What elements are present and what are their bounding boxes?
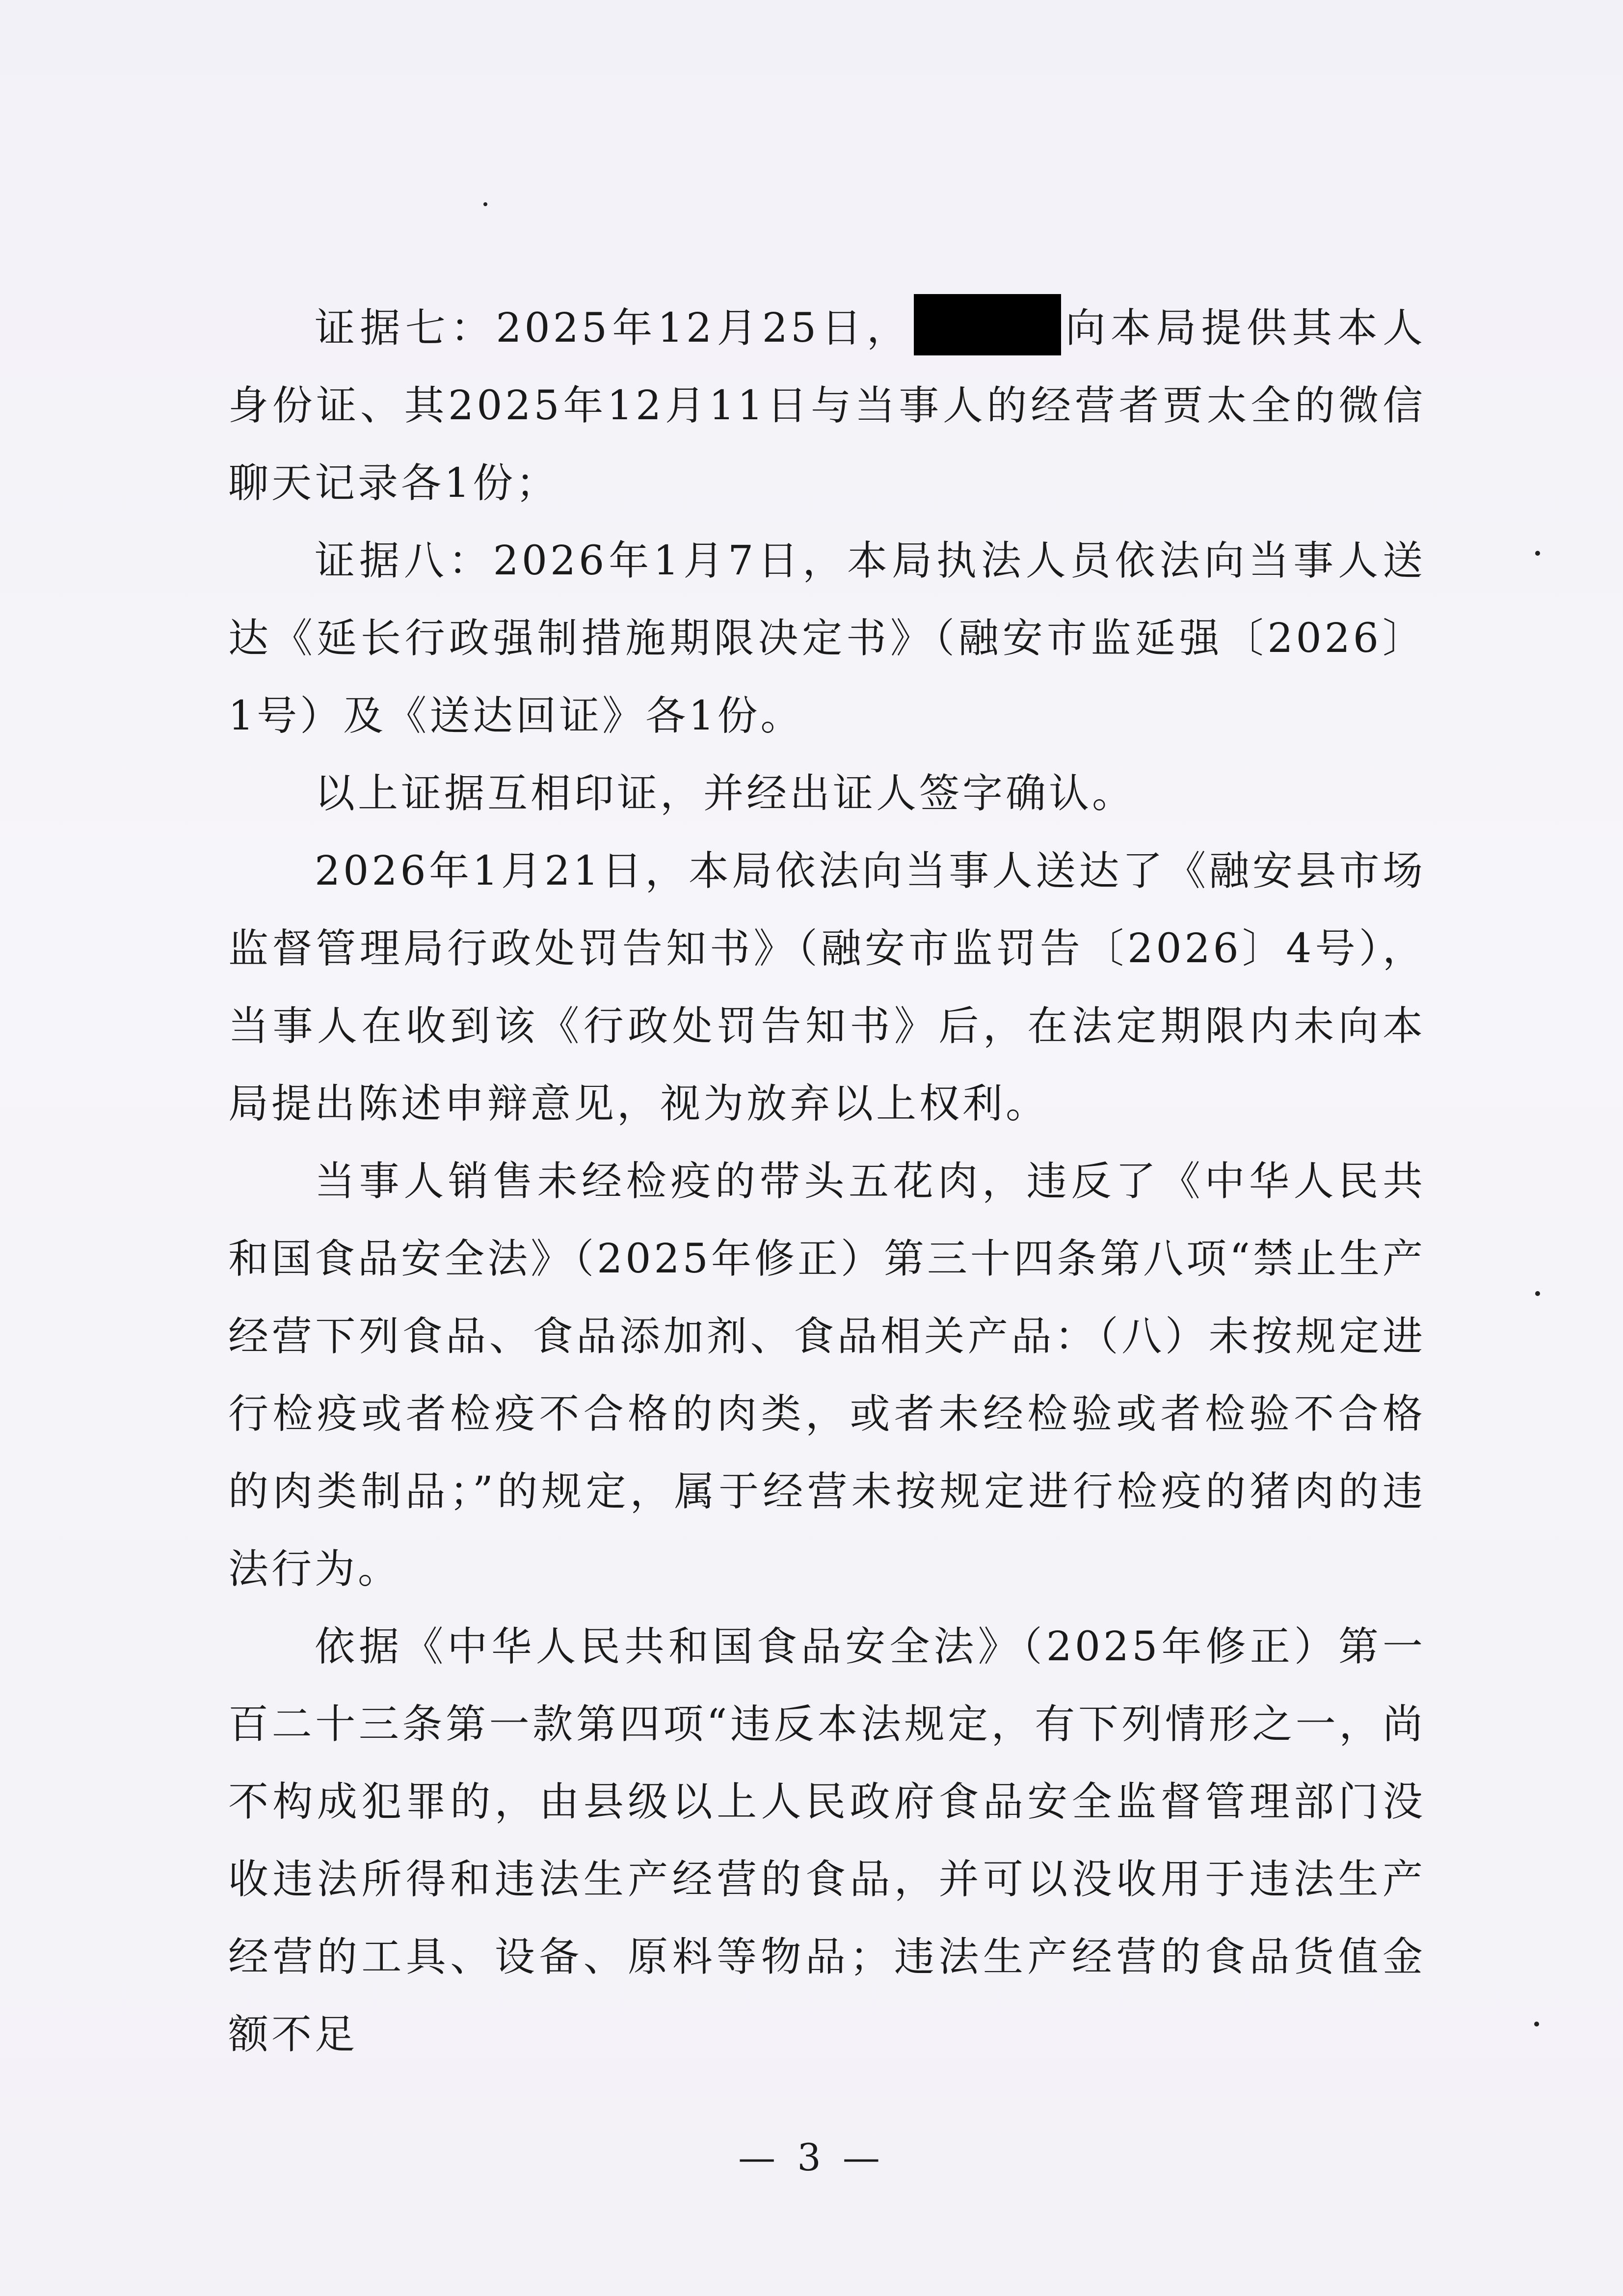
page-number: — 3 —	[738, 2135, 885, 2179]
paragraph-violation: 当事人销售未经检疫的带头五花肉，违反了《中华人民共和国食品安全法》（2025年修正）第三十四条第八项“禁止生产经营下列食品、食品添加剂、食品相关产品：（八）未按规定进行检疫或者检疫不合格的肉类，或者未经检验或者检验不合格的肉类制品；”的规定，属于经营未按规定进行检疫的猪肉的违法行为。	[228, 1158, 1426, 1593]
scan-speck	[1535, 1291, 1540, 1296]
paragraph-evidence-summary: 以上证据互相印证，并经出证人签字确认。	[315, 770, 1136, 817]
scan-speck	[1535, 551, 1540, 556]
paragraph-notice-delivery: 2026年1月21日，本局依法向当事人送达了《融安县市场监督管理局行政处罚告知书》（融安市监罚告〔2026〕4号），当事人在收到该《行政处罚告知书》后，在法定期限内未向本局提出陈述申辩意见，视为放弃以上权利。	[228, 848, 1426, 1127]
paragraph-legal-basis: 依据《中华人民共和国食品安全法》（2025年修正）第一百二十三条第一款第四项“违反本法规定，有下列情形之一，尚不构成犯罪的，由县级以上人民政府食品安全监督管理部门没收违法所得和违法生产经营的食品，并可以没收用于违法生产经营的工具、设备、原料等物品；违法生产经营的食品货值金额不足	[228, 1623, 1426, 2058]
evidence-7-text-after: 向本局提供其本人身份证、其2025年12月11日与当事人的经营者贾太全的微信聊天记录各1份；	[228, 305, 1426, 507]
redaction-box	[914, 294, 1061, 355]
scan-speck	[1534, 2022, 1539, 2026]
evidence-7-text-before: 证据七：2025年12月25日，	[315, 305, 912, 351]
paragraph-evidence-7	[228, 290, 1426, 522]
scan-speck	[483, 202, 487, 206]
paragraph-evidence-8: 证据八：2026年1月7日，本局执法人员依法向当事人送达《延长行政强制措施期限决定书》（融安市监延强〔2026〕1号）及《送达回证》各1份。	[228, 538, 1426, 739]
document-body	[228, 290, 1426, 2074]
